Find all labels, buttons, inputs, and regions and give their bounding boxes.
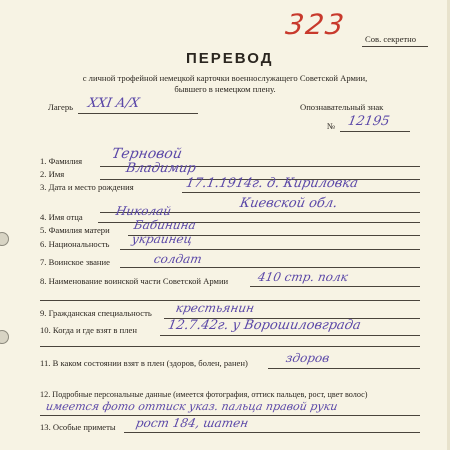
field-captured-label: 10. Когда и где взят в плен: [40, 325, 137, 335]
field-nationality-label: 6. Национальность: [40, 239, 110, 249]
classification-underline: [362, 46, 428, 47]
field-condition-value: здоров: [284, 351, 331, 365]
classification-stamp: Сов. секретно: [365, 34, 417, 44]
field-birth-line1: [182, 192, 420, 193]
field-father-value: Николай: [114, 204, 173, 218]
field-mother-label: 5. Фамилия матери: [40, 225, 110, 235]
binder-ring-lower: [0, 330, 9, 344]
document-title: ПЕРЕВОД: [186, 50, 274, 67]
field-nationality-value: украинец: [130, 232, 194, 246]
archive-number: 323: [283, 8, 348, 41]
field-profession-value: крестьянин: [174, 301, 256, 315]
field-features-value: рост 184, шатен: [134, 416, 250, 430]
field-features-line: [124, 432, 420, 433]
field-nationality-line: [120, 249, 420, 250]
id-mark-no-label: №: [327, 121, 336, 131]
field-unit-line: [250, 286, 420, 287]
field-profession-label: 9. Гражданская специальность: [40, 308, 152, 318]
field-name-label: 2. Имя: [40, 169, 65, 179]
field-name-value: Владимир: [124, 161, 197, 176]
field-surname-value: Терновой: [110, 146, 184, 162]
field-captured-extra-line: [40, 346, 420, 347]
field-father-label: 4. Имя отца: [40, 212, 83, 222]
field-personal-label: 12. Подробные персональные данные (имеется фотография, оттиск пальцев, рост, цвет волос): [40, 390, 368, 399]
field-rank-label: 7. Воинское звание: [40, 257, 110, 267]
binder-ring-upper: [0, 232, 9, 246]
field-birth-label: 3. Дата и место рождения: [40, 182, 134, 192]
field-mother-value: Бабинина: [132, 218, 197, 232]
id-mark-value: 12195: [346, 114, 391, 129]
field-unit-value: 410 стр. полк: [256, 270, 350, 284]
field-condition-line: [268, 368, 420, 369]
camp-line: [78, 113, 198, 114]
field-rank-value: солдат: [152, 252, 203, 266]
document-subtitle-line1: с личной трофейной немецкой карточки военнослужащего Советской Армии,: [82, 73, 368, 83]
field-unit-label: 8. Наименование воинской части Советской Армии: [40, 276, 229, 286]
field-rank-line: [120, 267, 420, 268]
field-surname-label: 1. Фамилия: [40, 156, 83, 166]
camp-value: XXI А/Х: [86, 96, 141, 111]
field-captured-value: 12.7.42г. у Ворошиловграда: [166, 318, 362, 333]
field-birth-value-line2: Киевской обл.: [238, 196, 339, 211]
field-captured-line: [160, 335, 420, 336]
id-mark-label: Опознавательный знак: [300, 102, 384, 112]
document-subtitle-line2: бывшего в немецком плену.: [174, 84, 276, 94]
field-birth-value-line1: 17.1.1914г. д. Кириловка: [184, 176, 360, 191]
field-personal-value: имеется фото оттиск указ. пальца правой руки: [44, 400, 339, 413]
field-condition-label: 11. В каком состоянии взят в плен (здоров, болен, ранен): [40, 358, 248, 368]
camp-label: Лагерь: [48, 102, 74, 112]
id-mark-line: [340, 131, 410, 132]
field-features-label: 13. Особые приметы: [40, 422, 116, 432]
